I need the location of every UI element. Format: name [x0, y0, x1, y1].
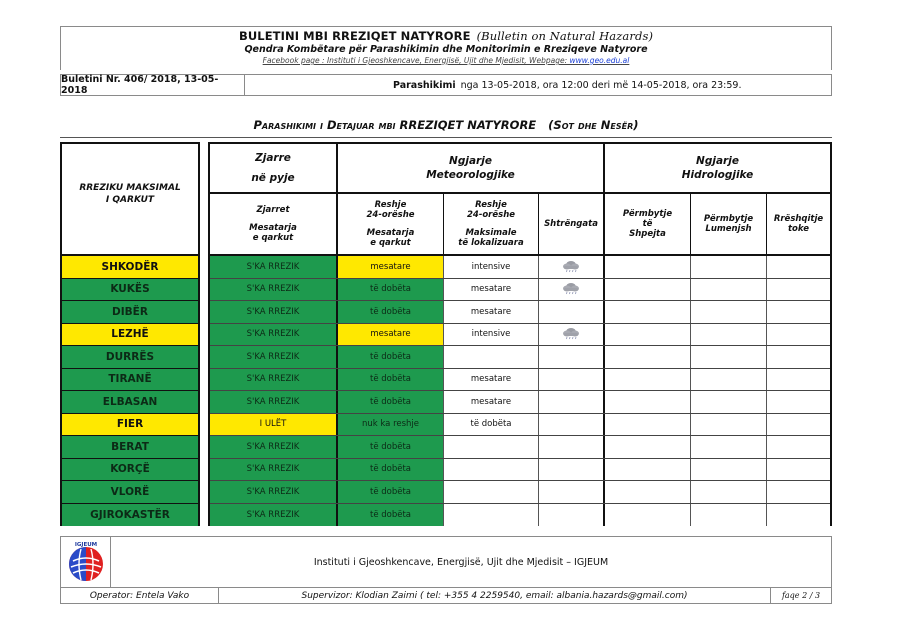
rain-max-cell [444, 504, 539, 527]
table-row [210, 301, 830, 324]
fire-risk-cell: S'KA RREZIK [210, 504, 338, 527]
region-cell: GJIROKASTËR [62, 504, 198, 527]
rain-max-cell: të dobëta [444, 414, 539, 436]
flash-flood-cell [605, 504, 691, 527]
region-cell: SHKODËR [62, 256, 198, 279]
forecast-label: Parashikimi [393, 79, 456, 91]
fire-risk-cell: S'KA RREZIK [210, 436, 338, 458]
storm-cell [539, 346, 605, 368]
fire-risk-cell: S'KA RREZIK [210, 391, 338, 413]
landslide-cell [767, 369, 830, 391]
subheader-fires: Zjarret Mesatarja e qarkut [210, 194, 338, 254]
river-flood-cell [691, 324, 767, 346]
landslide-cell [767, 346, 830, 368]
region-cell: DURRËS [62, 346, 198, 369]
river-flood-cell [691, 279, 767, 301]
table-row [210, 414, 830, 437]
landslide-cell [767, 459, 830, 481]
bulletin-header [60, 26, 832, 70]
table-row [210, 369, 830, 392]
sub-header-row [210, 194, 830, 256]
rain-cloud-icon [561, 327, 581, 341]
rain-avg-cell: të dobëta [338, 459, 444, 481]
table-row [210, 391, 830, 414]
website-link[interactable]: www.geo.edu.al [569, 56, 630, 65]
region-cell: LEZHË [62, 324, 198, 347]
storm-cell [539, 391, 605, 413]
region-cell: TIRANË [62, 369, 198, 392]
flash-flood-cell [605, 459, 691, 481]
forecast-period: nga 13-05-2018, ora 12:00 deri më 14-05-2018, ora 23:59. [460, 79, 742, 91]
flash-flood-cell [605, 301, 691, 323]
rain-avg-cell: të dobëta [338, 436, 444, 458]
table-row [210, 279, 830, 302]
river-flood-cell [691, 459, 767, 481]
table-row [210, 504, 830, 527]
storm-cell [539, 279, 605, 301]
hazard-table [208, 142, 832, 526]
rain-avg-cell: mesatare [338, 324, 444, 346]
storm-cell [539, 504, 605, 527]
rain-avg-cell: të dobëta [338, 279, 444, 301]
igjeum-logo [61, 537, 111, 587]
rain-avg-cell: nuk ka reshje [338, 414, 444, 436]
subheader-landslide: Rrëshqitje toke [773, 214, 824, 234]
rain-cloud-icon [561, 282, 581, 296]
bulletin-info-row [60, 74, 832, 96]
operator-name: Operator: Entela Vako [61, 588, 219, 603]
rain-avg-cell: të dobëta [338, 369, 444, 391]
landslide-cell [767, 391, 830, 413]
fire-risk-cell: S'KA RREZIK [210, 324, 338, 346]
rain-max-cell: mesatare [444, 369, 539, 391]
river-flood-cell [691, 391, 767, 413]
storm-cell [539, 436, 605, 458]
group-header-meteo: Ngjarje Meteorologjike [338, 144, 605, 194]
storm-cell [539, 459, 605, 481]
fire-risk-cell: S'KA RREZIK [210, 369, 338, 391]
subheader-rain-max: Reshje 24-orëshe Maksimale të lokalizuara [444, 194, 539, 254]
landslide-cell [767, 414, 830, 436]
table-row [210, 324, 830, 347]
links-text: Facebook page : Instituti i Gjeoshkencave, Energjisë, Ujit dhe Mjedisit, Webpage: [262, 56, 570, 65]
group-header-hydro: Ngjarje Hidrologjike [605, 144, 830, 194]
fire-risk-cell: S'KA RREZIK [210, 256, 338, 278]
landslide-cell [767, 481, 830, 503]
flash-flood-cell [605, 324, 691, 346]
section-title: Parashikimi i Detajuar mbi RREZIQET NATYRORE (Sot dhe Nesër) [253, 118, 639, 132]
landslide-cell [767, 301, 830, 323]
fire-risk-cell: S'KA RREZIK [210, 301, 338, 323]
table-row [210, 346, 830, 369]
subheader-river-flood: Përmbytje Lumenjsh [691, 194, 767, 254]
river-flood-cell [691, 414, 767, 436]
flash-flood-cell [605, 256, 691, 278]
table-row [210, 481, 830, 504]
bulletin-number: Buletini Nr. 406/ 2018, 13-05-2018 [61, 75, 245, 95]
landslide-cell [767, 436, 830, 458]
fire-risk-cell: S'KA RREZIK [210, 459, 338, 481]
subheader-storm: Shtrëngata [539, 194, 605, 254]
storm-cell [539, 369, 605, 391]
rain-avg-cell: të dobëta [338, 481, 444, 503]
region-cell: FIER [62, 414, 198, 437]
table-row [210, 256, 830, 279]
river-flood-cell [691, 301, 767, 323]
rain-max-cell [444, 346, 539, 368]
page-number: faqe 2 / 3 [781, 591, 821, 600]
flash-flood-cell [605, 481, 691, 503]
institute-name: Instituti i Gjeoshkencave, Energjisë, Ujit dhe Mjedisit – IGJEUM [313, 556, 609, 568]
river-flood-cell [691, 346, 767, 368]
hazard-rows [210, 256, 830, 526]
region-cell: ELBASAN [62, 391, 198, 414]
flash-flood-cell [605, 414, 691, 436]
group-header-row [210, 144, 830, 194]
region-table [60, 142, 200, 526]
rain-avg-cell: mesatare [338, 256, 444, 278]
svg-text:IGJEUM: IGJEUM [74, 542, 97, 548]
rain-max-cell: mesatare [444, 301, 539, 323]
bulletin-title-en: (Bulletin on Natural Hazards) [476, 29, 654, 43]
river-flood-cell [691, 256, 767, 278]
rain-max-cell [444, 459, 539, 481]
fire-risk-cell: S'KA RREZIK [210, 346, 338, 368]
landslide-cell [767, 324, 830, 346]
storm-cell [539, 324, 605, 346]
center-name: Qendra Kombëtare për Parashikimin dhe Monitorimin e Rreziqeve Natyrore [244, 44, 648, 55]
rain-avg-cell: të dobëta [338, 504, 444, 527]
rain-max-cell [444, 481, 539, 503]
storm-cell [539, 481, 605, 503]
rain-max-cell: intensive [444, 324, 539, 346]
subheader-rain-avg: Reshje 24-orëshe Mesatarja e qarkut [338, 194, 444, 254]
rain-max-cell: intensive [444, 256, 539, 278]
landslide-cell [767, 504, 830, 527]
flash-flood-cell [605, 369, 691, 391]
flash-flood-cell [605, 346, 691, 368]
storm-cell [539, 301, 605, 323]
rain-cloud-icon [561, 260, 581, 274]
region-cell: KUKËS [62, 279, 198, 302]
rain-avg-cell: të dobëta [338, 391, 444, 413]
river-flood-cell [691, 369, 767, 391]
region-cell: DIBËR [62, 301, 198, 324]
flash-flood-cell [605, 436, 691, 458]
flash-flood-cell [605, 279, 691, 301]
fire-risk-cell: I ULËT [210, 414, 338, 436]
subheader-flash-flood: Përmbytje të Shpejta [605, 194, 691, 254]
river-flood-cell [691, 504, 767, 527]
rain-max-cell: mesatare [444, 279, 539, 301]
table-row [210, 436, 830, 459]
rain-max-cell: mesatare [444, 391, 539, 413]
region-column-header: RREZIKU MAKSIMAL I QARKUT [62, 144, 198, 256]
rain-avg-cell: të dobëta [338, 301, 444, 323]
bulletin-title: BULETINI MBI RREZIQET NATYRORE [238, 29, 471, 43]
supervisor-contact: Supervizor: Klodian Zaimi ( tel: +355 4 2259540, email: albania.hazards@gmail.com) [219, 588, 771, 603]
landslide-cell [767, 279, 830, 301]
storm-cell [539, 414, 605, 436]
region-cell: BERAT [62, 436, 198, 459]
group-header-fires: Zjarre në pyje [210, 144, 338, 194]
landslide-cell [767, 256, 830, 278]
section-divider [60, 137, 832, 138]
river-flood-cell [691, 436, 767, 458]
region-cell: KORÇË [62, 459, 198, 482]
river-flood-cell [691, 481, 767, 503]
footer-institute [60, 536, 832, 588]
storm-cell [539, 256, 605, 278]
rain-max-cell [444, 436, 539, 458]
fire-risk-cell: S'KA RREZIK [210, 481, 338, 503]
table-row [210, 459, 830, 482]
fire-risk-cell: S'KA RREZIK [210, 279, 338, 301]
footer-credits [60, 588, 832, 604]
region-cell: VLORË [62, 481, 198, 504]
flash-flood-cell [605, 391, 691, 413]
rain-avg-cell: të dobëta [338, 346, 444, 368]
